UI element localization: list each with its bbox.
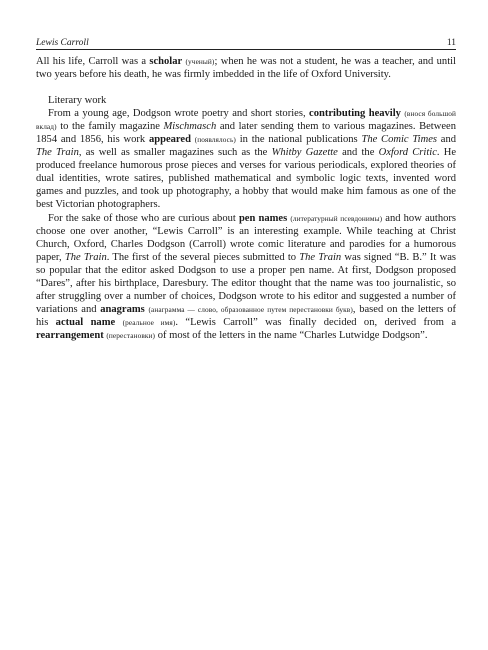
- italic-title: The Comic Times: [361, 134, 437, 146]
- page-body: [36, 55, 456, 342]
- text-run: ; when he was not a student, he was a teacher, and until two years before his death, he was firmly imbedded in the life of Oxford University.: [36, 56, 456, 81]
- text-run: in the national publications: [235, 134, 362, 146]
- paragraph-scholar: [36, 55, 456, 81]
- paragraph-pen-names: [36, 212, 456, 342]
- page-number: 11: [446, 38, 456, 48]
- vocab-gloss: (литературный псевдонимы): [290, 213, 383, 223]
- text-run: and the: [337, 147, 379, 159]
- vocab-term: actual name: [55, 316, 116, 328]
- italic-title: Whitby Gazette: [271, 147, 338, 159]
- vocab-gloss: (анаграмма — слово, образованное путем перестановки букв): [148, 304, 353, 314]
- italic-title: The Train: [36, 147, 79, 159]
- text-run: to the family magazine: [56, 121, 164, 133]
- vocab-gloss: (реальное имя): [122, 317, 176, 327]
- vocab-term: scholar: [149, 56, 183, 67]
- text-run: . He produced freelance humorous prose pieces and verses for various periodicals, explored theories of dual identities, wrote satires, published mathematical and symbolic logic texts, invented word games and puzzles, and took up photography, a hobby that would make him famous as one of the best Victorian photographers.: [36, 147, 457, 211]
- paragraph-literary-work: [36, 107, 456, 211]
- vocab-term: anagrams: [100, 303, 145, 315]
- text-run: . The first of the several pieces submitted to: [106, 251, 300, 263]
- running-head-author: Lewis Carroll: [36, 38, 89, 48]
- text-run: , as well as smaller magazines such as the: [78, 147, 272, 159]
- text-run: and how authors choose one over another, “Lewis Carroll” is an interesting example. While teaching at Christ Church, Oxford, Charles Dodgson (Carroll) wrote comic literature and parodies for a humorous paper,: [36, 212, 456, 263]
- text-run: and: [436, 134, 456, 146]
- text-run: For the sake of those who are curious about: [48, 212, 239, 224]
- italic-title: The Train: [299, 251, 342, 263]
- vocab-gloss: (ученый): [185, 57, 215, 66]
- text-run: , based on the letters of his: [36, 303, 457, 328]
- italic-title: The Train: [64, 251, 107, 263]
- vocab-term: contributing heavily: [309, 108, 401, 120]
- text-run: From a young age, Dodgson wrote poetry and short stories,: [48, 108, 310, 120]
- text-run: . “Lewis Carroll” was finally decided on, derived from a: [175, 316, 457, 328]
- book-page: [36, 38, 456, 342]
- section-heading: Literary work: [48, 95, 107, 107]
- vocab-term: appeared: [148, 134, 191, 146]
- italic-title: Mischmasch: [163, 121, 217, 133]
- running-head: [36, 38, 456, 50]
- text-run: of most of the letters in the name “Charles Lutwidge Dodgson”.: [155, 329, 428, 341]
- italic-title: Oxford Critic: [378, 147, 437, 159]
- vocab-gloss: (появлялось): [194, 135, 236, 145]
- vocab-gloss: (внося большой вклад): [36, 109, 457, 132]
- vocab-term: pen names: [238, 212, 288, 224]
- vocab-gloss: (перестановки): [106, 330, 156, 340]
- vocab-term: rearrangement: [36, 329, 104, 341]
- text-run: was signed “B. B.” It was so popular that the editor asked Dodgson to use a proper pen name. At first, Dodgson proposed “Dares”, after his birthplace, Daresbury. The editor thought that the name was too journalistic, so after struggling over a number of choices, Dodgson wrote to his editor and suggested a number of variations and: [36, 251, 456, 315]
- text-run: and later sending them to various magazines. Between 1854 and 1856, his work: [36, 121, 456, 146]
- text-run: All his life, Carroll was a: [36, 56, 150, 67]
